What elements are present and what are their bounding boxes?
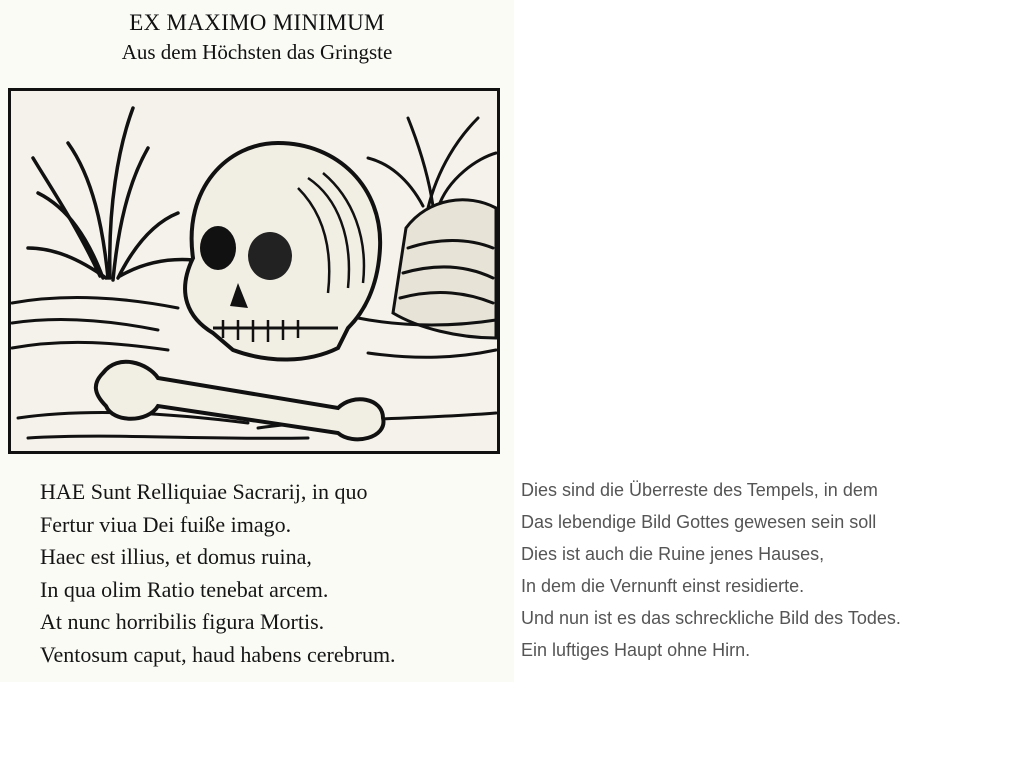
- emblem-title: EX MAXIMO MINIMUM: [129, 10, 385, 35]
- german-line: Dies ist auch die Ruine jenes Hauses,: [521, 544, 825, 564]
- emblem-subtitle: Aus dem Höchsten das Gringste: [121, 40, 393, 64]
- latin-line: Haec est illius, et domus ruina,: [40, 544, 312, 570]
- german-line: Und nun ist es das schreckliche Bild des Todes.: [521, 608, 901, 628]
- german-line: Das lebendige Bild Gottes gewesen sein soll: [521, 512, 877, 532]
- german-line: In dem die Vernunft einst residierte.: [521, 576, 805, 596]
- latin-line: Fertur viua Dei fuiße imago.: [40, 511, 292, 537]
- emblem-scan: [0, 0, 514, 682]
- latin-line: HAE Sunt Relliquiae Sacrarij, in quo: [40, 479, 368, 504]
- latin-verse: [40, 476, 510, 672]
- latin-line: In qua olim Ratio tenebat arcem.: [40, 576, 329, 602]
- german-line: Ein luftiges Haupt ohne Hirn.: [521, 640, 751, 660]
- skull-drawing: [185, 143, 380, 360]
- latin-line: Ventosum caput, haud habens cerebrum.: [40, 641, 396, 667]
- german-line: Dies sind die Überreste des Tempels, in dem: [521, 480, 878, 500]
- latin-line: At nunc horribilis figura Mortis.: [40, 609, 325, 635]
- german-translation: [521, 474, 1011, 666]
- skull-woodcut-illustration: [8, 88, 500, 454]
